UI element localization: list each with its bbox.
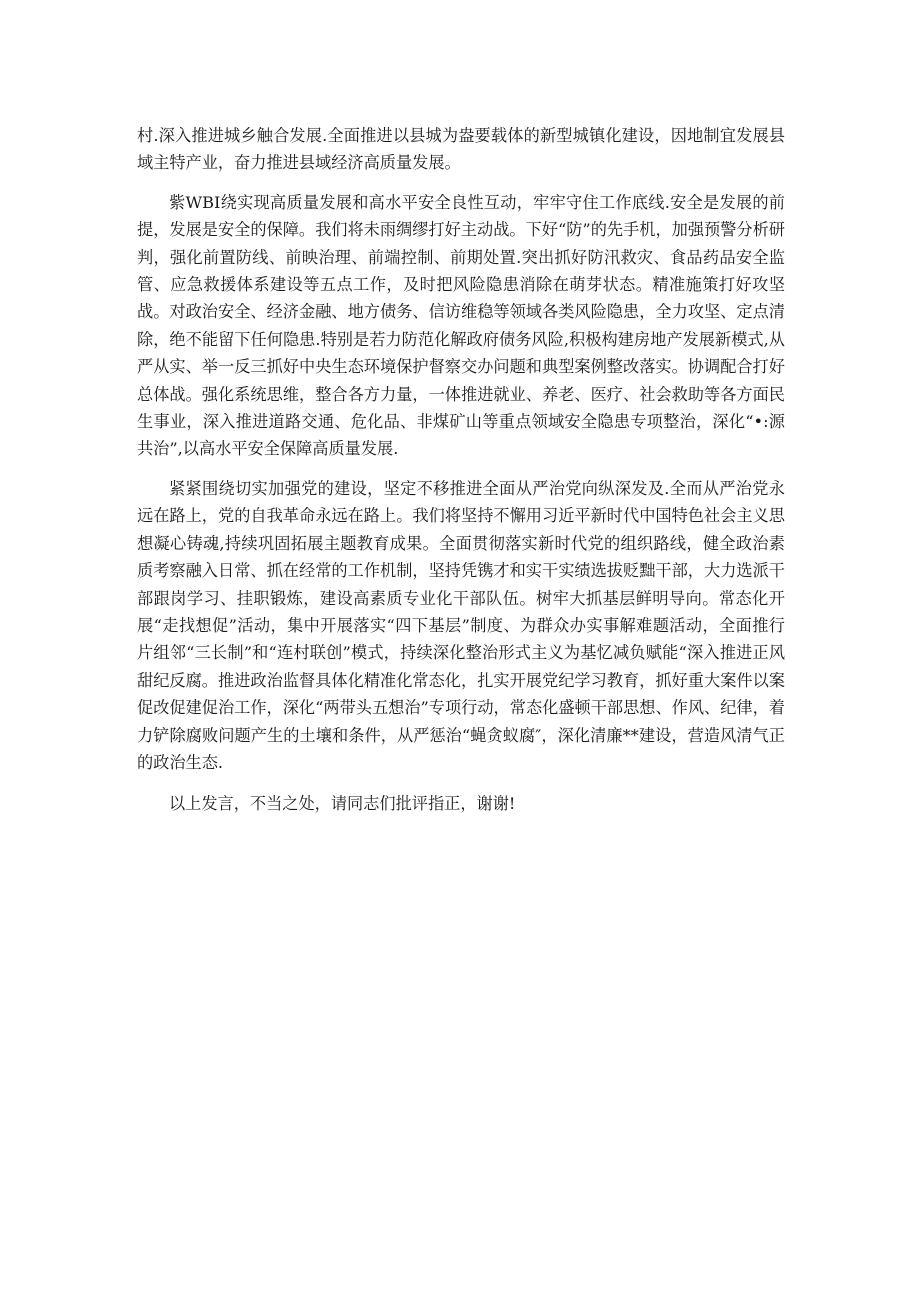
closing-paragraph: 以上发言，不当之处，请同志们批评指正，谢谢! bbox=[169, 794, 516, 814]
paragraph-3: 紧紧围绕切实加强党的建设，坚定不移推进全面从严治党向纵深发及.全而从严治党永远在路上，党的自我革命永远在路上。我们将坚持不懈用习近平新时代中国特色社会主义思想凝心铸魂,持续巩固拓展主题教育成果。全面贯彻落实新时代党的组织路线，健全政治素质考察融入日常、抓在经常的工作机制，坚持凭镌才和实干实绩选拔贬黜干部，大力选派干部跟岗学习、挂职锻炼，建设高素质专业化干部队伍。树牢大抓基层鲜明导向。常态化开展“走找想促”活动，集中开展落实“四下基层”制度、为群众办实事解难题活动，全面推行片组邻“三长制”和“连村联创”模式，持续深化整治形式主义为基忆减负赋能“深入推进正风甜纪反腐。推进政治监督具体化精准化常态化，扎实开展党纪学习教育，抓好重大案件以案促改促建促治工作，深化“两带头五想治”专项行动，常态化盛顿干部思想、作风、纪律，着力铲除腐败问题产生的土壤和条件，从严惩治“蝇贪蚁腐″，深化清廉**建设，营造风清气正的政治生态. bbox=[137, 478, 785, 772]
paragraph-2: 紫WBI绕实现高质量发展和高水平安全良性互动，牢牢守住工作底线.安全是发展的前提，发展是安全的保障。我们将未雨绸缪打好主动战。下好“防”的先手机，加强预警分析研判，强化前置防线、前映治理、前端控制、前期处置.突出抓好防汛救灾、食品药品安全监管、应急救援体系建设等五点工作，及时把风险隐患消除在萌芽状态。精准施策打好攻坚战。对政治安全、经济金融、地方债务、信访维稳等领域各类风险隐患，全力攻坚、定点清除，绝不能留下任何隐患.特别是若力防范化解政府债务风险,积极构建房地产发展新模式,从严从实、举一反三抓好中央生态环境保护督察交办问题和典型案例整改落实。协调配合打好总体战。强化系统思维，整合各方力量，一体推进就业、养老、医疗、社会救助等各方面民生事业，深入推进道路交通、危化品、非煤矿山等重点领域安全隐患专项整治，深化“•:源共治”,以高水平安全保障高质量发展. bbox=[137, 192, 785, 459]
paragraph-1: 村.深入推进城乡触合发展.全面推进以县城为盎要载体的新型城镇化建设，因地制宜发展县域主特产业，奋力推进县域经济高质量发展。 bbox=[137, 126, 785, 173]
document-body bbox=[137, 122, 785, 818]
